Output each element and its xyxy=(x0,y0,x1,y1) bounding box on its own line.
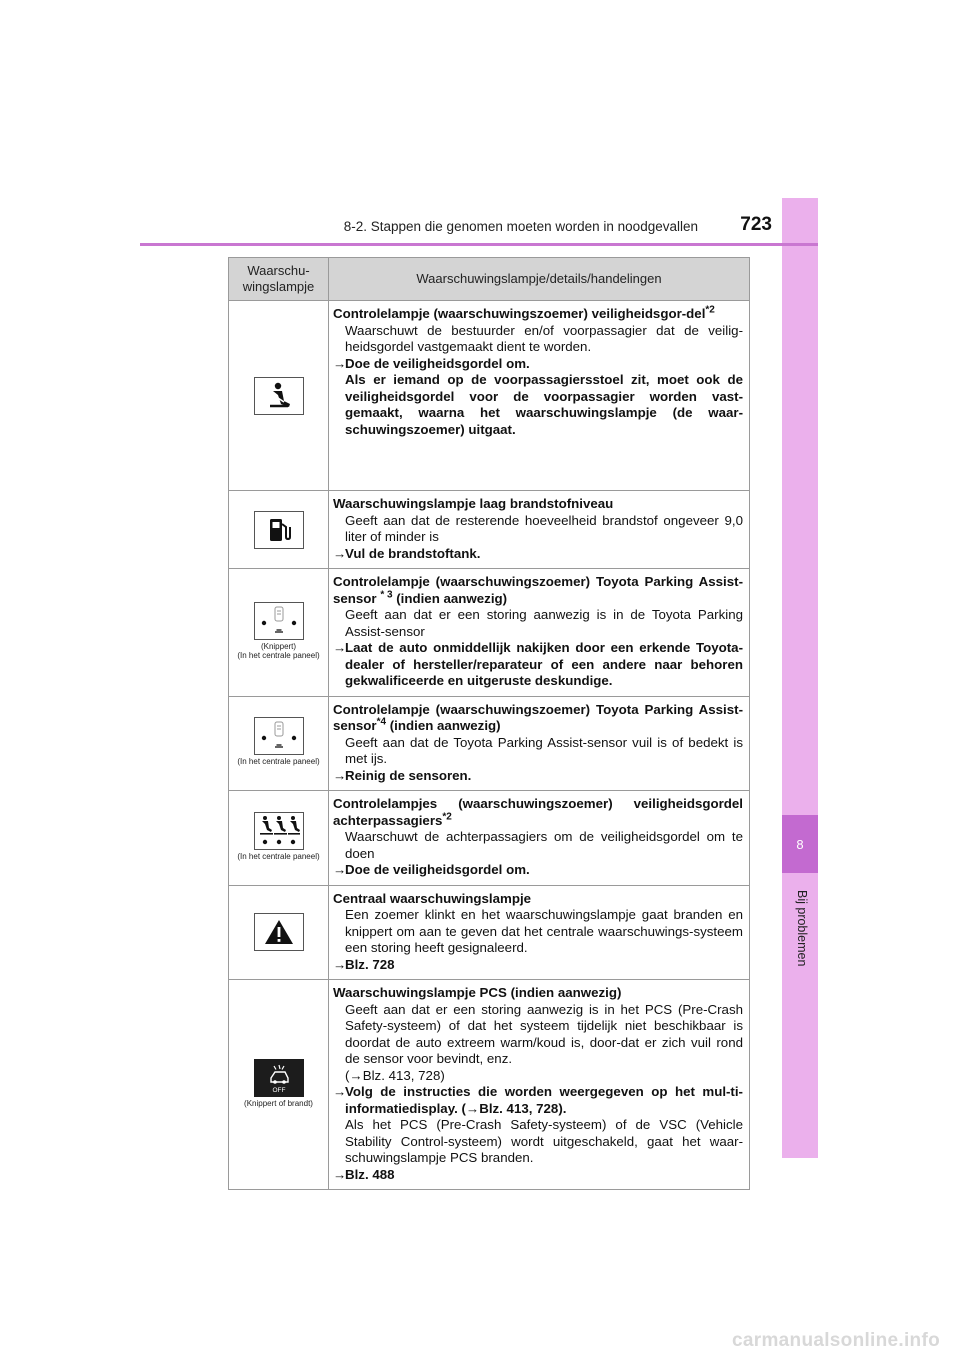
row-title: Controlelampje (waarschuwingszoemer) Toyota Parking Assist-sensor $^{* 3}$ (indien aanwezig) xyxy=(333,574,743,606)
row-action-extra: Als er iemand op de voorpassagiersstoel zit, moet ook de veiligheidsgordel voor de voorpassagier worden vast-gemaakt, waarna het waarschuwingslampje (de waar-schuwingszoemer) uitgaat. xyxy=(345,372,743,437)
row-title: Waarschuwingslampje laag brandstofniveau xyxy=(333,496,614,511)
table-row xyxy=(229,696,750,791)
icon-cell xyxy=(229,791,329,886)
table-header-row xyxy=(229,258,750,301)
row-action-2: → Blz. 488 xyxy=(333,1166,395,1182)
icon-cell xyxy=(229,980,329,1190)
row-description: Een zoemer klinkt en het waarschuwingslampje gaat branden en knippert om aan te geven dat het centrale waarschuwings-systeem een storing heeft gesignaleerd. xyxy=(345,907,743,955)
watermark: carmanualsonline.info xyxy=(732,1330,940,1351)
row-action: → Doe de veiligheidsgordel om. xyxy=(333,862,530,877)
pcs-off-label: OFF xyxy=(272,1086,285,1094)
row-action: → Laat de auto onmiddellijk nakijken door een erkende Toyota-dealer of hersteller/reparateur of een andere naar behoren gekwalificeerde en uitgeruste deskundige. xyxy=(333,640,743,688)
fuel-pump-icon xyxy=(254,511,304,549)
header-rule xyxy=(140,243,818,246)
row-description: Geeft aan dat er een storing aanwezig is in het PCS (Pre-Crash Safety-systeem) of dat het systeem tijdelijk niet beschikbaar is doordat de auto extreem warm/koud is, door-dat er zich vuil rond de sensor voor bevindt, enz. xyxy=(345,1001,743,1066)
icon-caption: (In het centrale paneel) xyxy=(237,757,320,767)
row-reference: (→Blz. 413, 728) xyxy=(345,1067,445,1083)
chapter-number-tab[interactable] xyxy=(782,815,818,873)
icon-cell xyxy=(229,696,329,791)
row-title: Controlelampje (waarschuwingszoemer) veiligheidsgor-del$^{*2}$ xyxy=(333,304,715,321)
chapter-title: Bij problemen xyxy=(795,890,809,967)
table-row xyxy=(229,569,750,697)
rear-seatbelt-warning-icon xyxy=(254,812,304,850)
table-row xyxy=(229,301,750,491)
row-title: Controlelampjes (waarschuwingszoemer) veiligheidsgordel achterpassagiers$^{*2}$ xyxy=(333,796,743,828)
chapter-number: 8 xyxy=(796,836,804,852)
row-action: → Volg de instructies die worden weergegeven op het mul-ti-informatiedisplay. (→Blz. 413, 728). xyxy=(333,1084,743,1116)
section-title: 8-2. Stappen die genomen moeten worden in noodgevallen xyxy=(343,219,698,234)
description-cell xyxy=(329,885,750,980)
seatbelt-warning-icon xyxy=(254,377,304,415)
page-number: 723 xyxy=(740,214,772,235)
row-description: Geeft aan dat de Toyota Parking Assist-sensor vuil is of bedekt is met ijs. xyxy=(345,734,743,766)
table-row xyxy=(229,791,750,886)
warning-lights-table xyxy=(228,257,750,1190)
row-description: Geeft aan dat er een storing aanwezig is in de Toyota Parking Assist-sensor xyxy=(345,607,743,639)
table-row xyxy=(229,491,750,569)
chapter-side-strip xyxy=(782,198,818,1158)
description-cell xyxy=(329,569,750,697)
pcs-off-icon xyxy=(254,1059,304,1097)
description-cell xyxy=(329,980,750,1190)
column-header-light-text: Waarschu- wingslampje xyxy=(242,263,315,294)
row-action: → Reinig de sensoren. xyxy=(333,767,472,783)
icon-caption: (In het centrale paneel) xyxy=(237,851,320,861)
row-action: → Vul de brandstoftank. xyxy=(333,545,481,561)
row-description: Geeft aan dat de resterende hoeveelheid brandstof ongeveer 9,0 liter of minder is xyxy=(345,512,743,544)
row-action: → Doe de veiligheidsgordel om. xyxy=(333,355,530,371)
row-action: → Blz. 728 xyxy=(333,956,395,972)
table-row xyxy=(229,885,750,980)
icon-cell xyxy=(229,301,329,491)
table-row xyxy=(229,980,750,1190)
row-description: Waarschuwt de bestuurder en/of voorpassagier dat de veilig-heidsgordel vastgemaakt dient te worden. xyxy=(345,322,743,354)
description-cell xyxy=(329,491,750,569)
row-description: Waarschuwt de achterpassagiers om de veiligheidsgordel om te doen xyxy=(345,829,743,861)
description-cell xyxy=(329,301,750,491)
icon-cell xyxy=(229,885,329,980)
column-header-light xyxy=(229,258,329,301)
icon-cell xyxy=(229,569,329,697)
icon-caption: (Knippert of brandt) xyxy=(244,1098,313,1108)
parking-assist-sensor-icon xyxy=(254,602,304,640)
column-header-details: Waarschuwingslampje/details/handelingen xyxy=(329,258,750,301)
description-cell xyxy=(329,791,750,886)
parking-assist-sensor-icon xyxy=(254,717,304,755)
icon-caption: (Knippert) (In het centrale paneel) xyxy=(237,641,320,660)
description-cell xyxy=(329,696,750,791)
row-title: Centraal waarschuwingslampje xyxy=(333,890,532,906)
master-warning-triangle-icon xyxy=(254,913,304,951)
row-title: Waarschuwingslampje PCS (indien aanwezig) xyxy=(333,985,622,1000)
icon-cell xyxy=(229,491,329,569)
row-title: Controlelampje (waarschuwingszoemer) Toyota Parking Assist-sensor$^{*4}$ (indien aanwezig) xyxy=(333,701,743,733)
row-description-2: Als het PCS (Pre-Crash Safety-systeem) of de VSC (Vehicle Stability Control-systeem) wordt uitgeschakeld, gaat het waar-schuwingslampje PCS branden. xyxy=(345,1117,743,1165)
